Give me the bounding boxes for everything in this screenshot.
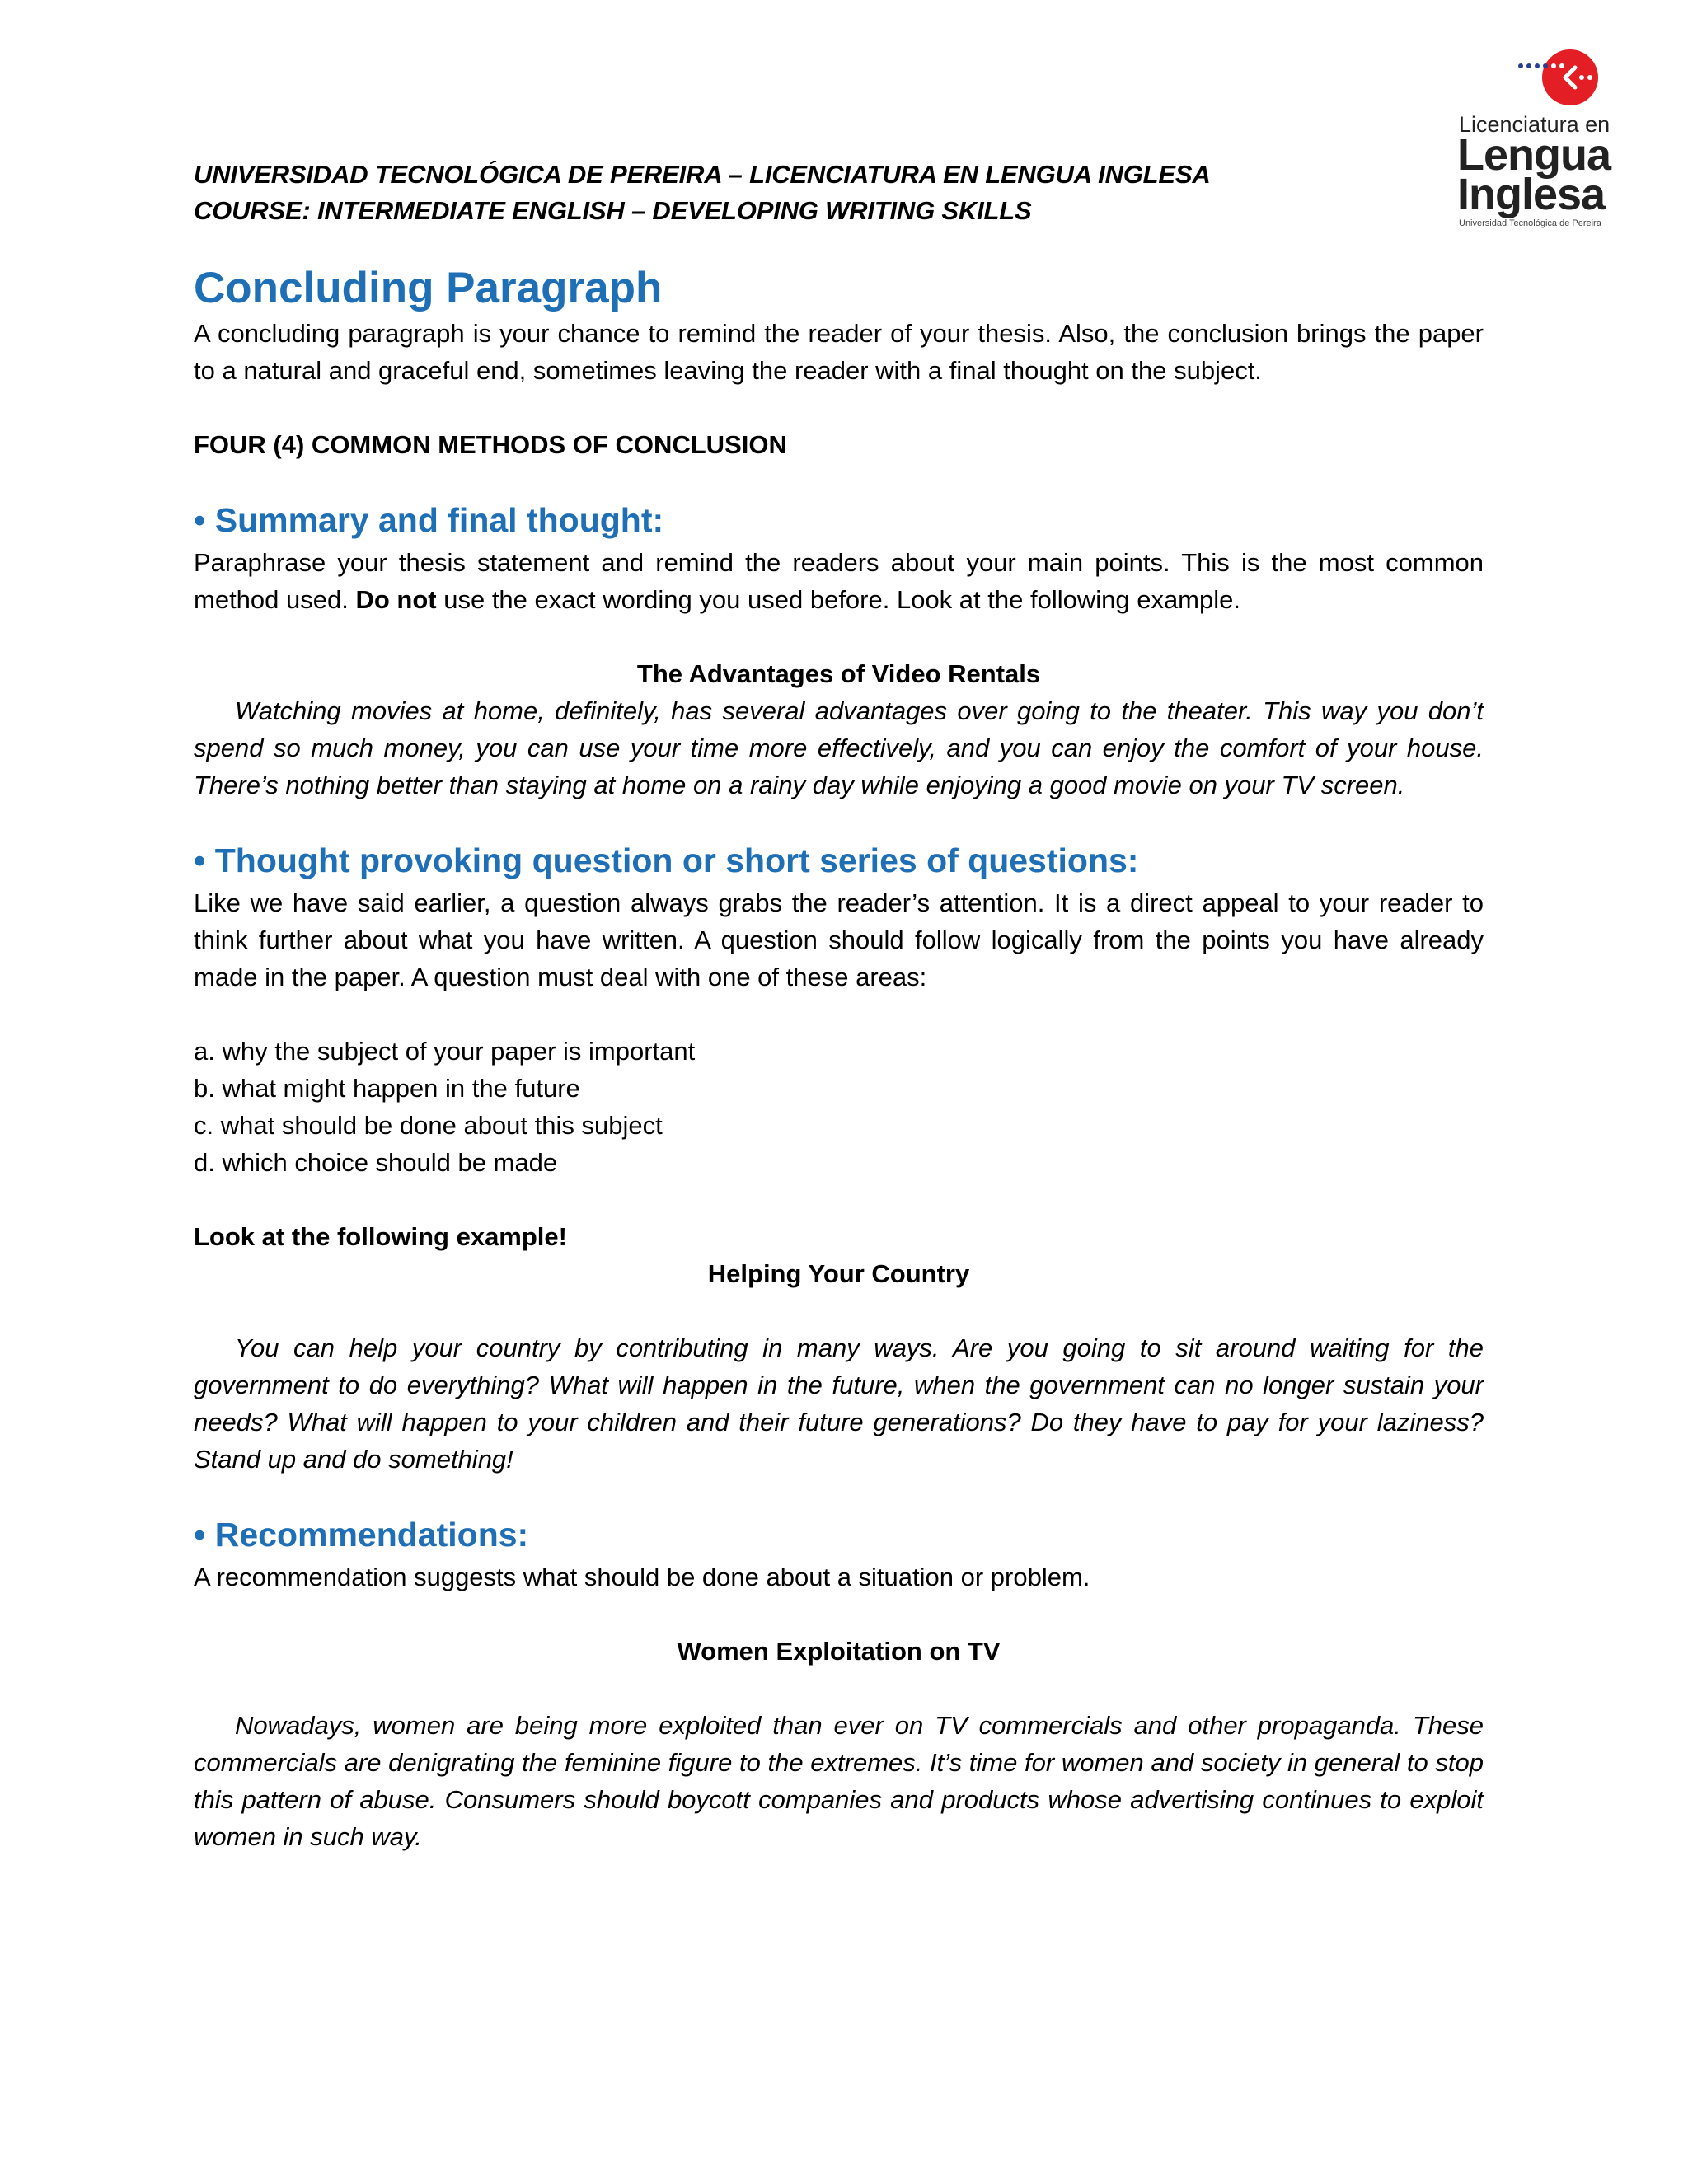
logo-text-lengua: Lengua xyxy=(1457,130,1611,180)
example-title-women-exploitation: Women Exploitation on TV xyxy=(677,1637,1001,1666)
summary-text-after: use the exact wording you used before. Look at the following example. xyxy=(436,585,1240,614)
header-course: COURSE: INTERMEDIATE ENGLISH – DEVELOPING WRITING SKILLS xyxy=(194,196,1032,225)
question-paragraph: Like we have said earlier, a question always grabs the reader’s attention. It is a direct appeal to your reader to think further about what you have written. A question should follow logically from the points you have already made in the paper. A question must deal with one of these areas: xyxy=(194,888,1484,991)
look-example-label: Look at the following example! xyxy=(194,1222,567,1251)
logo-text-licenciatura: Licenciatura en xyxy=(1459,112,1611,137)
document-content xyxy=(194,157,1484,1855)
page-title: Concluding Paragraph xyxy=(194,264,663,312)
list-item: d. which choice should be made xyxy=(194,1148,558,1177)
example-title-helping-country: Helping Your Country xyxy=(707,1259,970,1288)
summary-text-before: Paraphrase your thesis statement and remind the readers about your main points. This is the most common method used. xyxy=(194,548,1484,614)
example-text-video-rentals: Watching movies at home, definitely, has several advantages over going to the theater. This way you don’t spend so much money, you can use your time more effectively, and you can enjoy the comfort of your house. There’s nothing better than staying at home on a rainy day while enjoying a good movie on your TV screen. xyxy=(194,696,1484,799)
section-heading-summary: • Summary and final thought: xyxy=(194,501,664,539)
methods-heading: FOUR (4) COMMON METHODS OF CONCLUSION xyxy=(194,430,787,459)
logo-text-inglesa: Inglesa xyxy=(1457,170,1606,219)
intro-paragraph: A concluding paragraph is your chance to remind the reader of your thesis. Also, the conclusion brings the paper to a natural and graceful end, sometimes leaving the reader with a final thought on the subject. xyxy=(194,319,1484,385)
areas-list xyxy=(194,1033,1484,1181)
list-item: b. what might happen in the future xyxy=(194,1074,580,1103)
summary-text-bold: Do not xyxy=(355,585,437,614)
example-title-video-rentals: The Advantages of Video Rentals xyxy=(636,659,1041,688)
university-logo xyxy=(1457,48,1624,228)
header-university: UNIVERSIDAD TECNOLÓGICA DE PEREIRA – LICENCIATURA EN LENGUA INGLESA xyxy=(194,160,1211,189)
logo-mark-icon xyxy=(1504,48,1603,114)
example-text-helping-country: You can help your country by contributing in many ways. Are you going to sit around waiting for the government to do everything? What will happen in the future, when the government can no longer sustain your needs? What will happen to your children and their future generations? Do they have to pay for your laziness? Stand up and do something! xyxy=(194,1333,1484,1474)
section-heading-recommendations: • Recommendations: xyxy=(194,1516,529,1554)
example-text-women-exploitation: Nowadays, women are being more exploited than ever on TV commercials and other propaganda. These commercials are denigrating the feminine figure to the extremes. It’s time for women and society in general to stop this pattern of abuse. Consumers should boycott companies and products whose advertising continues to exploit women in such way. xyxy=(194,1711,1484,1851)
list-item: c. what should be done about this subject xyxy=(194,1111,663,1140)
summary-paragraph xyxy=(194,544,1484,618)
recommendations-paragraph: A recommendation suggests what should be done about a situation or problem. xyxy=(194,1563,1090,1591)
section-heading-question: • Thought provoking question or short series of questions: xyxy=(194,841,1139,879)
logo-text-university: Universidad Tecnológica de Pereira xyxy=(1459,218,1601,228)
list-item: a. why the subject of your paper is important xyxy=(194,1037,696,1066)
